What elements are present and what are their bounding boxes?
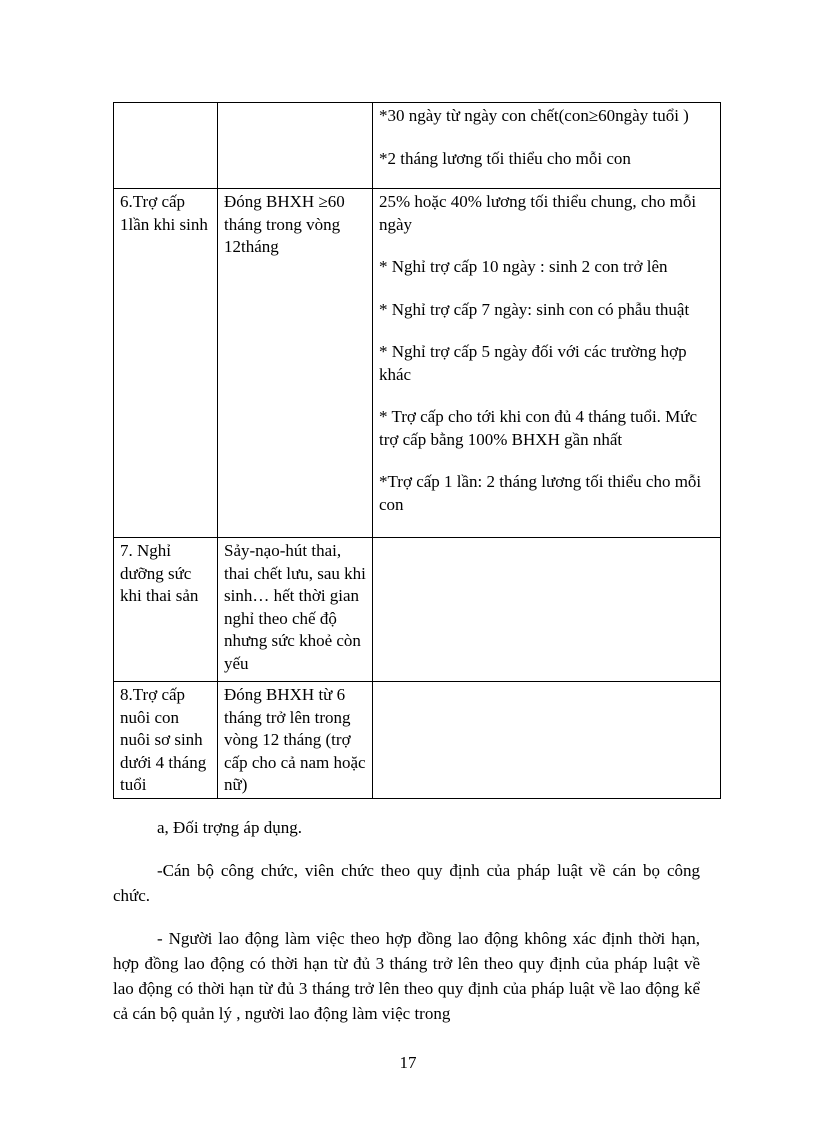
table-row	[114, 189, 721, 538]
table-row	[114, 538, 721, 682]
details-cell	[373, 538, 721, 682]
condition-cell: Đóng BHXH từ 6 tháng trở lên trong vòng 12 tháng (trợ cấp cho cả nam hoặc nữ)	[218, 682, 373, 799]
section-heading: a, Đối trợng áp dụng.	[157, 818, 302, 837]
detail-line: * Nghỉ trợ cấp 7 ngày: sinh con có phẫu thuật	[379, 299, 690, 319]
benefit-cell: 6.Trợ cấp 1lần khi sinh	[114, 189, 218, 538]
page-number: 17	[399, 1053, 417, 1072]
benefit-cell: 8.Trợ cấp nuôi con nuôi sơ sinh dưới 4 tháng tuổi	[114, 682, 218, 799]
detail-line: * Nghỉ trợ cấp 5 ngày đối với các trường hợp khác	[379, 342, 687, 384]
detail-line: * Nghỉ trợ cấp 10 ngày : sinh 2 con trở lên	[379, 257, 668, 276]
benefits-table	[113, 102, 721, 799]
table-row	[114, 682, 721, 799]
body-paragraph: -Cán bộ công chức, viên chức theo quy định của pháp luật về cán bọ công chức.	[113, 861, 700, 905]
table-row	[114, 103, 721, 189]
details-cell	[373, 682, 721, 799]
detail-line: 25% hoặc 40% lương tối thiểu chung, cho mỗi ngày	[379, 192, 697, 234]
benefit-cell: 7. Nghỉ dưỡng sức khi thai sản	[114, 538, 218, 682]
condition-cell	[218, 103, 373, 189]
detail-line: * Trợ cấp cho tới khi con đủ 4 tháng tuổi. Mức trợ cấp bằng 100% BHXH gần nhất	[379, 407, 698, 449]
body-paragraph: - Người lao động làm việc theo hợp đồng lao động không xác định thời hạn, hợp đồng lao động có thời hạn từ đủ 3 tháng trở lên theo quy định của pháp luật về lao động có thời hạn từ đủ 3 tháng trở lên theo quy định của pháp luật về lao động kể cả cán bộ quản lý , người lao động làm việc trong	[113, 929, 700, 1023]
condition-cell: Đóng BHXH ≥60 tháng trong vòng 12tháng	[218, 189, 373, 538]
condition-cell: Sảy-nạo-hút thai, thai chết lưu, sau khi sinh… hết thời gian nghỉ theo chế độ nhưng sức khoẻ còn yếu	[218, 538, 373, 682]
detail-line: *30 ngày từ ngày con chết(con≥60ngày tuổi )	[379, 106, 689, 125]
detail-line: *Trợ cấp 1 lần: 2 tháng lương tối thiểu cho mỗi con	[379, 472, 702, 514]
benefit-cell	[114, 103, 218, 189]
details-cell	[373, 189, 721, 538]
details-cell	[373, 103, 721, 189]
detail-line: *2 tháng lương tối thiểu cho mỗi con	[379, 148, 631, 168]
